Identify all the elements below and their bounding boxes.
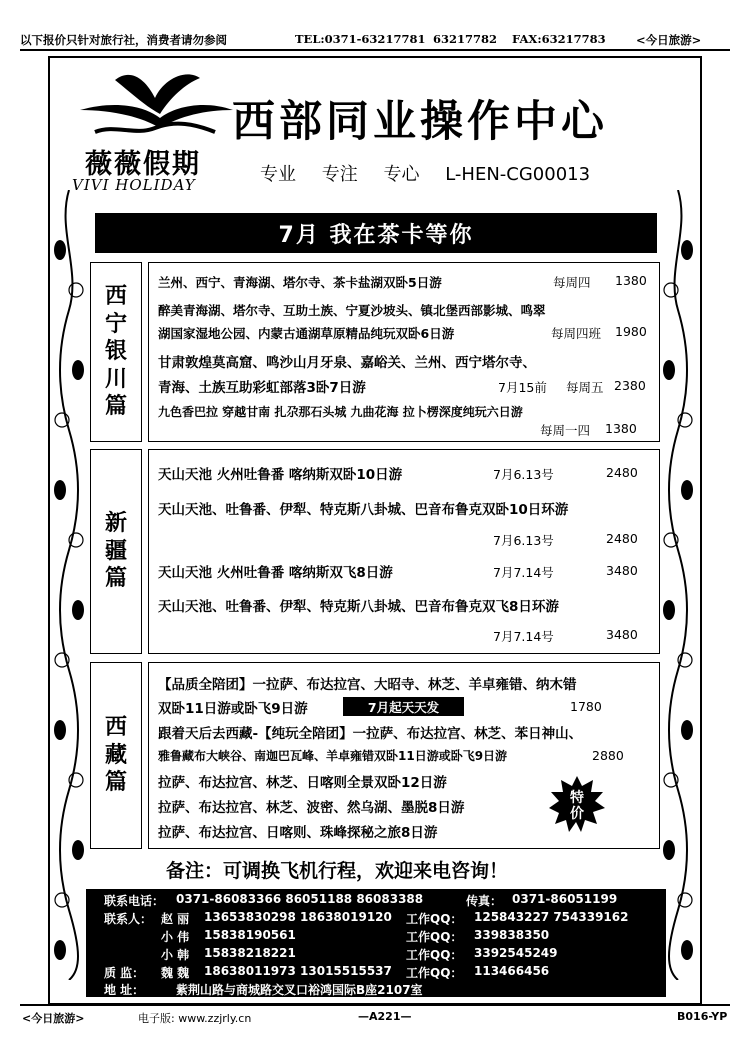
qq-number: 339838350: [474, 928, 550, 942]
special-char: 特: [570, 790, 584, 806]
qq-label: 工作QQ：: [406, 912, 463, 926]
top-fax: FAX:63217783: [512, 32, 606, 46]
contact-name: 魏 魏: [161, 966, 190, 980]
supervisor-label: 质 监：: [104, 966, 145, 980]
route-text: 拉萨、布达拉宫、日喀则、珠峰探秘之旅8日游: [158, 825, 438, 841]
route-date: 7月15前: [498, 380, 547, 395]
logo-chinese-name: 薇薇假期: [85, 149, 201, 180]
route-text: 天山天池、吐鲁番、伊犁、特克斯八卦城、巴音布鲁克双飞8日环游: [158, 599, 559, 615]
top-brand: <今日旅游>: [636, 33, 702, 47]
route-price: 1780: [570, 699, 602, 714]
route-text: 雅鲁藏布大峡谷、南迦巴瓦峰、羊卓雍错双卧11日游或卧飞9日游: [158, 749, 508, 763]
special-price-label: [566, 790, 588, 822]
tab-char: 川: [104, 366, 127, 392]
license-number: L-HEN-CG00013: [445, 164, 591, 185]
address-label: 地 址：: [104, 983, 145, 997]
route-text: 拉萨、布达拉宫、林芝、波密、然乌湖、墨脱8日游: [158, 800, 465, 816]
route-text: 拉萨、布达拉宫、林芝、日喀则全景双卧12日游: [158, 775, 447, 791]
route-text: 跟着天后去西藏-【纯玩全陪团】一拉萨、布达拉宫、林芝、苯日神山、: [158, 726, 583, 742]
top-divider: [20, 49, 730, 51]
fax-number: 0371-86051199: [512, 892, 618, 906]
address: 紫荆山路与商城路交叉口裕鸿国际B座2107室: [176, 983, 423, 997]
route-text: 双卧11日游或卧飞9日游: [158, 701, 308, 717]
tab-char: 疆: [104, 538, 127, 564]
route-date: 7月7.14号: [493, 629, 554, 644]
route-price: 2880: [592, 748, 624, 763]
route-schedule: 每周四: [553, 275, 591, 290]
route-schedule: 每周五: [566, 380, 604, 395]
right-vine-ornament: [661, 190, 695, 980]
subtitle-1: 专业: [260, 164, 296, 185]
route-date: 7月6.13号: [493, 467, 554, 482]
route-price: 3480: [606, 627, 638, 642]
bottom-divider: [20, 1004, 730, 1006]
tab-char: 银: [104, 339, 127, 365]
contact-block: [86, 889, 666, 997]
top-tel2: 63217782: [433, 32, 498, 46]
route-text: 天山天池、吐鲁番、伊犁、特克斯八卦城、巴音布鲁克双卧10日环游: [158, 502, 569, 518]
contacts-label: 联系人：: [104, 912, 153, 926]
contact-name: 小 韩: [161, 948, 190, 962]
contact-phone: 18638011973 13015515537: [204, 964, 392, 978]
contact-name: 赵 丽: [161, 912, 190, 926]
route-text: 【品质全陪团】一拉萨、布达拉宫、大昭寺、林芝、羊卓雍错、纳木错: [158, 677, 577, 693]
contact-phone: 15838218221: [204, 946, 296, 960]
phone-numbers: 0371-86083366 86051188 86083388: [176, 892, 424, 906]
footer-brand: <今日旅游>: [22, 1012, 85, 1025]
tab-char: 新: [104, 511, 127, 537]
page-code: B016-YP: [677, 1010, 728, 1023]
contact-name: 小 伟: [161, 930, 190, 944]
tab-char: 篇: [104, 394, 127, 420]
page-title: 西部同业操作中心: [232, 97, 608, 147]
route-price: 2380: [614, 378, 646, 393]
tab-char: 西: [104, 715, 127, 741]
route-date: 7月7.14号: [493, 565, 554, 580]
route-price: 3480: [606, 563, 638, 578]
top-tel: TEL:0371-63217781: [295, 32, 426, 46]
month-banner: 7月 我在茶卡等你: [95, 213, 657, 253]
fax-label: 传真：: [466, 894, 503, 908]
special-char: 价: [570, 806, 584, 822]
phone-label: 联系电话：: [104, 894, 165, 908]
qq-label: 工作QQ：: [406, 930, 463, 944]
route-date: 7月6.13号: [493, 533, 554, 548]
route-schedule: 每周四班: [551, 326, 602, 341]
route-text: 醉美青海湖、塔尔寺、互助土族、宁夏沙坡头、镇北堡西部影城、鸣翠: [158, 303, 546, 318]
route-price: 1980: [615, 324, 647, 339]
contact-phone: 13653830298 18638019120: [204, 910, 392, 924]
subtitle-2: 专注: [321, 164, 358, 185]
qq-label: 工作QQ：: [406, 966, 463, 980]
qq-label: 工作QQ：: [406, 948, 463, 962]
qq-number: 125843227 754339162: [474, 910, 629, 924]
route-price: 1380: [615, 273, 647, 288]
tab-char: 篇: [104, 566, 127, 592]
route-text: 青海、土族互助彩虹部落3卧7日游: [158, 380, 366, 396]
tab-char: 西: [104, 284, 127, 310]
route-text: 天山天池 火州吐鲁番 喀纳斯双卧10日游: [158, 467, 403, 483]
section-tab-xining: [90, 262, 142, 442]
agency-notice: 以下报价只针对旅行社，消费者请勿参阅: [20, 33, 227, 47]
logo-ribbon-icon: [75, 70, 235, 140]
contact-phone: 15838190561: [204, 928, 296, 942]
qq-number: 3392545249: [474, 946, 558, 960]
tab-char: 篇: [104, 770, 127, 796]
route-text: 兰州、西宁、青海湖、塔尔寺、茶卡盐湖双卧5日游: [158, 275, 442, 290]
footer-website: 电子版: www.zzjrly.cn: [138, 1012, 252, 1025]
route-price: 1380: [605, 421, 637, 436]
route-text: 甘肃敦煌莫高窟、鸣沙山月牙泉、嘉峪关、兰州、西宁塔尔寺、: [158, 355, 536, 371]
route-schedule: 每周一四: [540, 423, 591, 438]
route-price: 2480: [606, 465, 638, 480]
logo-english-name: VIVI HOLIDAY: [72, 176, 196, 194]
route-price: 2480: [606, 531, 638, 546]
route-text: 九色香巴拉 穿越甘南 扎尕那石头城 九曲花海 拉卜楞深度纯玩六日游: [158, 405, 523, 419]
route-text: 湖国家湿地公园、内蒙古通湖草原精品纯玩双卧6日游: [158, 326, 455, 341]
page-number: —A221—: [358, 1010, 412, 1023]
top-info-bar: [20, 30, 730, 50]
departure-badge: 7月起天天发: [343, 697, 464, 716]
tab-char: 藏: [104, 742, 127, 768]
section-tab-xinjiang: [90, 449, 142, 654]
subtitle-3: 专心: [383, 164, 420, 185]
tab-char: 宁: [104, 311, 127, 337]
remark-note: 备注：可调换飞机行程，欢迎来电咨询！: [166, 860, 509, 882]
section-tab-xizang: [90, 662, 142, 849]
subtitle: [260, 160, 610, 186]
qq-number: 113466456: [474, 964, 550, 978]
left-vine-ornament: [52, 190, 86, 980]
route-text: 天山天池 火州吐鲁番 喀纳斯双飞8日游: [158, 565, 393, 581]
footer: [20, 1008, 730, 1028]
